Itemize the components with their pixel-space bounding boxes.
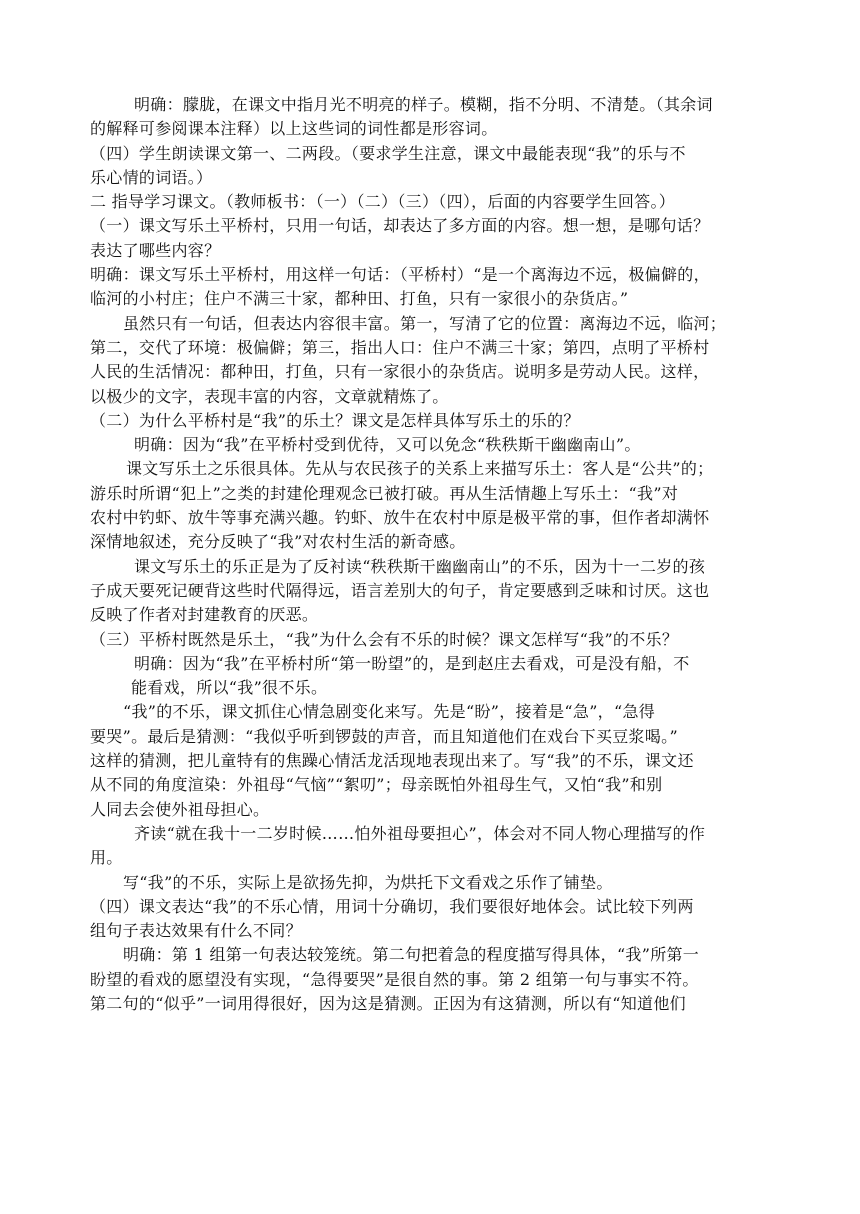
text-line: 盼望的看戏的愿望没有实现，“急得要哭”是很自然的事。第 2 组第一句与事实不符。 [90, 969, 699, 989]
text-line: 从不同的角度渲染：外祖母“气恼”“絮叨”；母亲既怕外祖母生气，又怕“我”和别 [90, 775, 663, 795]
text-line: （四）学生朗读课文第一、二两段。（要求学生注意，课文中最能表现“我”的乐与不 [90, 143, 686, 163]
text-line: 明确：因为“我”在平桥村所“第一盼望”的，是到赵庄去看戏，可是没有船，不 [134, 653, 690, 673]
text-line: 课文写乐土的乐正是为了反衬读“秩秩斯干幽幽南山”的不乐，因为十一二岁的孩 [134, 556, 706, 576]
text-line: 二 指导学习课文。（教师板书：（一）（二）（三）（四），后面的内容要学生回答。） [90, 192, 676, 212]
text-line: 明确：第 1 组第一句表达较笼统。第二句把着急的程度描写得具体，“我”所第一 [123, 945, 700, 965]
text-line: 游乐时所谓“犯上”之类的封建伦理观念已被打破。再从生活情趣上写乐土：“我”对 [90, 483, 679, 503]
text-line: 人民的生活情况：都种田，打鱼，只有一家很小的杂货店。说明多是劳动人民。这样， [90, 362, 710, 382]
text-line: 要哭”。最后是猜测：“我似乎听到锣鼓的声音，而且知道他们在戏台下买豆浆喝。” [90, 726, 678, 746]
text-line: 明确：朦胧，在课文中指月光不明亮的样子。模糊，指不分明、不清楚。（其余词 [134, 95, 713, 114]
text-line: 明确：因为“我”在平桥村受到优待，又可以免念“秩秩斯干幽幽南山”。 [134, 435, 641, 455]
text-line: （三）平桥村既然是乐土，“我”为什么会有不乐的时候？课文怎样写“我”的不乐？ [90, 629, 679, 649]
text-line: 组句子表达效果有什么不同？ [90, 921, 302, 941]
text-line: 明确：课文写乐土平桥村，用这样一句话：（平桥村）“是一个离海边不远，极偏僻的， [90, 265, 710, 285]
text-line: 课文写乐土之乐很具体。先从与农民孩子的关系上来描写乐土：客人是“公共”的； [126, 459, 714, 479]
text-line: 表达了哪些内容？ [90, 240, 221, 260]
text-line: （一）课文写乐土平桥村，只用一句话，却表达了多方面的内容。想一想，是哪句话？ [90, 216, 710, 236]
text-line: 写“我”的不乐，实际上是欲扬先抑，为烘托下文看戏之乐作了铺垫。 [123, 872, 613, 892]
text-line: 以极少的文字，表现丰富的内容，文章就精炼了。 [90, 386, 449, 406]
text-line: 农村中钓虾、放牛等事充满兴趣。钓虾、放牛在农村中原是极平常的事，但作者却满怀 [90, 508, 710, 528]
text-line: 深情地叙述，充分反映了“我”对农村生活的新奇感。 [90, 532, 466, 552]
text-line: 乐心情的词语。） [90, 167, 213, 187]
text-line: 这样的猜测，把儿童特有的焦躁心情活龙活现地表现出来了。写“我”的不乐，课文还 [90, 751, 694, 771]
text-line: “我”的不乐，课文抓住心情急剧变化来写。先是“盼”，接着是“急”，“急得 [123, 702, 656, 722]
text-line: 第二，交代了环境：极偏僻；第三，指出人口：住户不满三十家；第四，点明了平桥村 [90, 337, 710, 357]
text-line: 临河的小村庄；住户不满三十家，都种田、打鱼，只有一家很小的杂货店。” [90, 289, 629, 309]
text-line: 第二句的“似乎”一词用得很好，因为这是猜测。正因为有这猜测，所以有“知道他们 [90, 993, 686, 1013]
text-line: （二）为什么平桥村是“我”的乐土？课文是怎样具体写乐土的乐的？ [90, 410, 580, 430]
text-line: （四）课文表达“我”的不乐心情，用词十分确切，我们要很好地体会。试比较下列两 [90, 896, 694, 916]
text-line: 齐读“就在我十一二岁时候……怕外祖母要担心”，体会对不同人物心理描写的作 [134, 823, 706, 843]
text-line: 虽然只有一句话，但表达内容很丰富。第一，写清了它的位置：离海边不远，临河； [123, 313, 727, 333]
text-line: 用。 [90, 848, 123, 868]
text-line: 人同去会使外祖母担心。 [90, 799, 270, 819]
document-body [90, 94, 770, 1017]
text-line: 能看戏，所以“我”很不乐。 [131, 678, 328, 698]
text-line: 的解释可参阅课本注释）以上这些词的词性都是形容词。 [90, 119, 498, 139]
text-line: 反映了作者对封建教育的厌恶。 [90, 605, 319, 625]
text-line: 子成天要死记硬背这些时代隔得远，语言差别大的句子，肯定要感到乏味和讨厌。这也 [90, 580, 710, 600]
